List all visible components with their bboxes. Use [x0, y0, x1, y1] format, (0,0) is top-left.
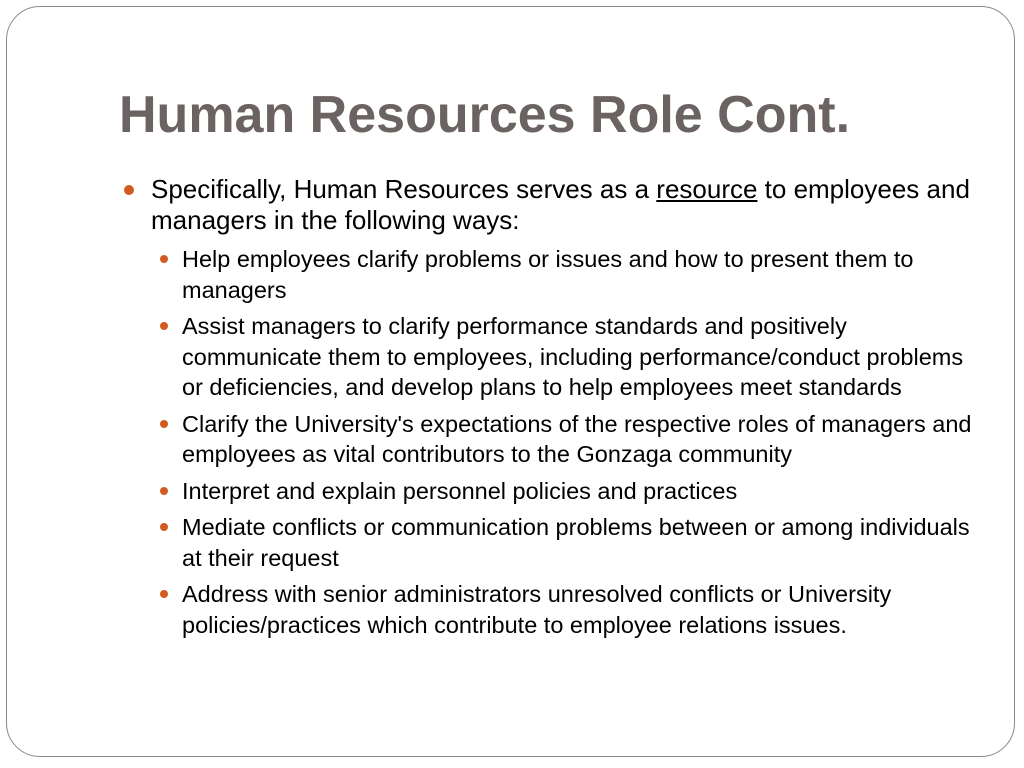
sub-bullet-text: Mediate conflicts or communication problems between or among individuals at their request: [182, 514, 970, 571]
main-point-text-before: Specifically, Human Resources serves as a: [151, 174, 657, 204]
sub-bullet-text: Address with senior administrators unresolved conflicts or University policies/practices which contribute to employee relations issues.: [182, 581, 892, 638]
sub-bullet-text: Interpret and explain personnel policies and practices: [182, 477, 738, 504]
slide-title: Human Resources Role Cont.: [119, 86, 851, 144]
slide-content: [124, 174, 974, 646]
slide-frame: [6, 6, 1015, 757]
bullet-dot-icon: [124, 185, 134, 195]
sub-bullet-item: [124, 244, 974, 305]
sub-bullet-item: [124, 579, 974, 640]
bullet-dot-icon: [160, 420, 168, 428]
main-point-text-after: to employees and managers in the following ways:: [151, 174, 970, 235]
sub-bullet-list: [124, 244, 974, 640]
bullet-dot-icon: [160, 487, 168, 495]
bullet-dot-icon: [160, 255, 168, 263]
bullet-dot-icon: [160, 523, 168, 531]
sub-bullet-text: Help employees clarify problems or issues and how to present them to managers: [182, 246, 914, 303]
sub-bullet-item: [124, 409, 974, 470]
main-bullet-point: [124, 174, 974, 236]
sub-bullet-text: Assist managers to clarify performance standards and positively communicate them to employees, including performance/conduct problems or deficiencies, and develop plans to help employees meet standards: [182, 313, 964, 400]
bullet-dot-icon: [160, 322, 168, 330]
sub-bullet-item: [124, 476, 974, 507]
sub-bullet-item: [124, 311, 974, 403]
sub-bullet-item: [124, 512, 974, 573]
resource-link[interactable]: resource: [656, 174, 758, 204]
sub-bullet-text: Clarify the University's expectations of the respective roles of managers and employees as vital contributors to the Gonzaga community: [182, 410, 972, 467]
bullet-dot-icon: [160, 590, 168, 598]
